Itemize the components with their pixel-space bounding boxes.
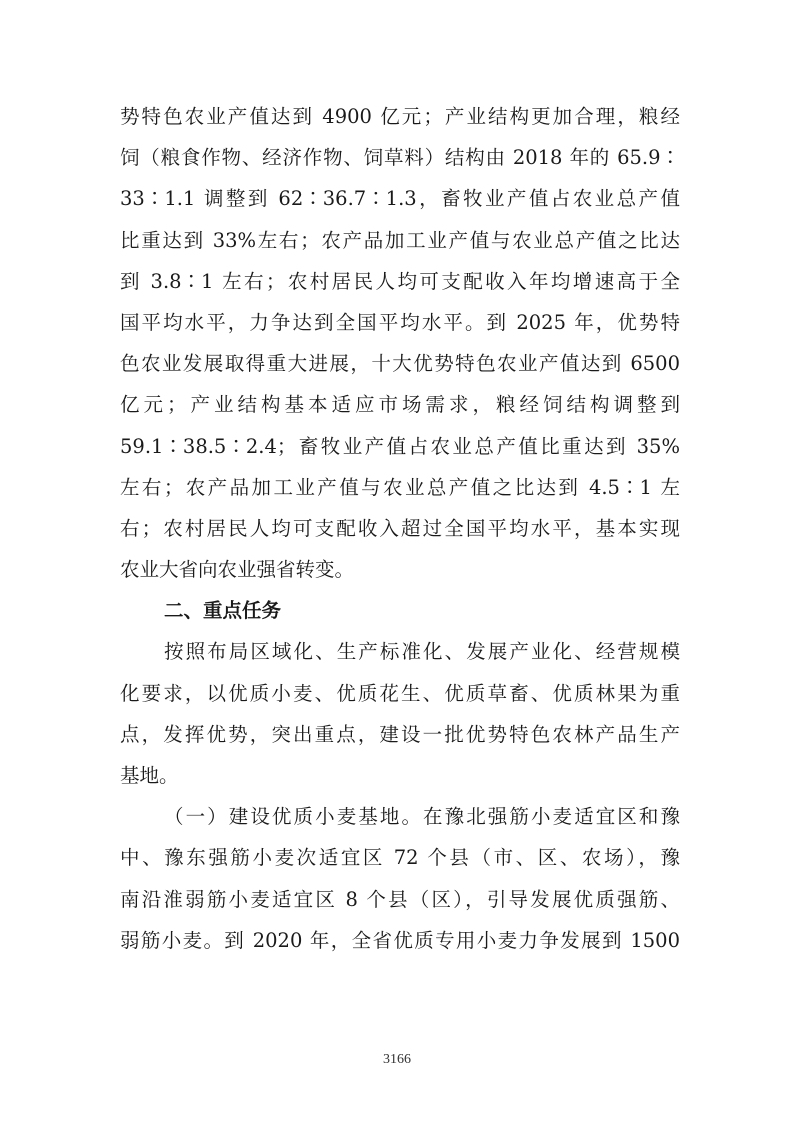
paragraph-key-tasks [120, 631, 680, 796]
text-line: 左右；农产品加工业产值与农业总产值之比达到 4.5∶1 左 [120, 475, 680, 499]
text-line: 势特色农业产值达到 4900 亿元；产业结构更加合理，粮经 [120, 105, 680, 128]
section-heading: 二、重点任务 [164, 599, 282, 623]
text-line: 中、豫东强筋小麦次适宜区 72 个县（市、区、农场），豫 [120, 846, 680, 870]
text-line: 比重达到 33%左右；农产品加工业产值与农业总产值之比达 [120, 228, 680, 252]
text-line: 南沿淮弱筋小麦适宜区 8 个县（区），引导发展优质强筋、 [120, 887, 680, 911]
text-line: 基地。 [120, 764, 179, 787]
text-line: 亿元；产业结构基本适应市场需求，粮经饲结构调整到 [120, 393, 680, 417]
text-line: 59.1∶38.5∶2.4；畜牧业产值占农业总产值比重达到 35% [120, 434, 680, 458]
page-number: 3166 [383, 1052, 411, 1067]
text-line: 色农业发展取得重大进展，十大优势特色农业产值达到 6500 [120, 352, 680, 376]
text-line: 国平均水平，力争达到全国平均水平。到 2025 年，优势特 [120, 310, 680, 334]
text-line: （一）建设优质小麦基地。在豫北强筋小麦适宜区和豫 [164, 805, 680, 829]
text-line: 右；农村居民人均可支配收入超过全国平均水平，基本实现 [120, 516, 680, 540]
paragraph-wheat-base [120, 796, 680, 961]
text-line: 弱筋小麦。到 2020 年，全省优质专用小麦力争发展到 1500 [120, 928, 680, 952]
text-line: 农业大省向农业强省转变。 [120, 558, 355, 582]
text-line: 点，发挥优势，突出重点，建设一批优势特色农林产品生产 [120, 722, 680, 746]
text-line: 按照布局区域化、生产标准化、发展产业化、经营规模 [164, 640, 680, 664]
text-line: 33∶1.1 调整到 62∶36.7∶1.3，畜牧业产值占农业总产值 [120, 187, 680, 211]
paragraph-targets [120, 96, 680, 590]
text-line: 饲（粮食作物、经济作物、饲草料）结构由 2018 年的 65.9∶ [120, 146, 680, 170]
document-body [120, 96, 680, 961]
text-line: 到 3.8∶1 左右；农村居民人均可支配收入年均增速高于全 [120, 269, 680, 293]
text-line: 化要求，以优质小麦、优质花生、优质草畜、优质林果为重 [120, 681, 680, 705]
